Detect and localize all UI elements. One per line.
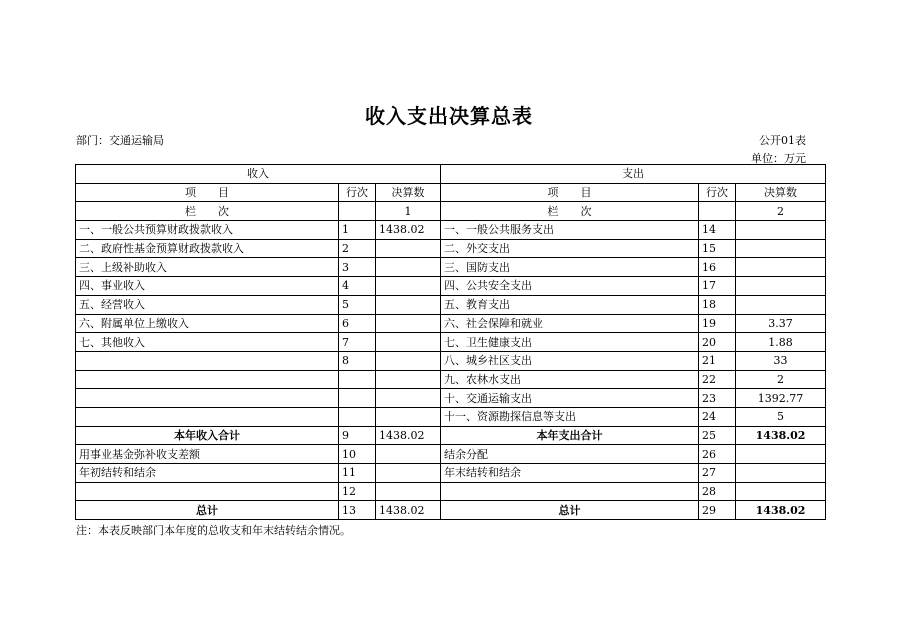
table-row [76, 239, 826, 258]
table-row [76, 221, 826, 240]
income-item: 七、其他收入 [76, 333, 339, 352]
expense-item: 七、卫生健康支出 [441, 333, 699, 352]
expense-amount [736, 221, 826, 240]
expense-extra-seq: 28 [699, 482, 736, 501]
expense-extra-item: 结余分配 [441, 445, 699, 464]
income-subtotal-amount: 1438.02 [376, 426, 441, 445]
table-row [76, 407, 826, 426]
expense-item: 十、交通运输支出 [441, 389, 699, 408]
income-total-label: 总计 [76, 501, 339, 520]
income-section-header: 收入 [76, 165, 441, 184]
income-extra-seq: 11 [339, 464, 376, 483]
income-amount: 1438.02 [376, 221, 441, 240]
table-row [76, 314, 826, 333]
income-amount [376, 314, 441, 333]
income-extra-amount [376, 445, 441, 464]
subtotal-row [76, 426, 826, 445]
income-item: 六、附属单位上缴收入 [76, 314, 339, 333]
income-seq: 6 [339, 314, 376, 333]
expense-amount: 1392.77 [736, 389, 826, 408]
income-seq [339, 407, 376, 426]
income-amount [376, 239, 441, 258]
expense-seq: 14 [699, 221, 736, 240]
expense-seq: 22 [699, 370, 736, 389]
expense-amount [736, 239, 826, 258]
income-amount [376, 333, 441, 352]
expense-seq: 17 [699, 277, 736, 296]
expense-section-header: 支出 [441, 165, 826, 184]
expense-subtotal-seq: 25 [699, 426, 736, 445]
table-row [76, 277, 826, 296]
expense-item: 六、社会保障和就业 [441, 314, 699, 333]
expense-amount-header: 决算数 [736, 183, 826, 202]
table-row [76, 482, 826, 501]
expense-amount: 1.88 [736, 333, 826, 352]
expense-amount: 2 [736, 370, 826, 389]
income-col-number: 1 [376, 202, 441, 221]
footnote: 注：本表反映部门本年度的总收支和年末结转结余情况。 [76, 524, 351, 537]
expense-seq-header: 行次 [699, 183, 736, 202]
income-item [76, 351, 339, 370]
table-row [76, 389, 826, 408]
column-header-row [76, 183, 826, 202]
income-item [76, 389, 339, 408]
expense-item: 八、城乡社区支出 [441, 351, 699, 370]
income-col-seq [339, 202, 376, 221]
income-seq: 8 [339, 351, 376, 370]
expense-col-label: 栏 次 [441, 202, 699, 221]
page-title: 收入支出决算总表 [365, 104, 533, 128]
income-seq: 5 [339, 295, 376, 314]
table-row [76, 333, 826, 352]
expense-seq: 21 [699, 351, 736, 370]
income-subtotal-label: 本年收入合计 [76, 426, 339, 445]
income-extra-item: 年初结转和结余 [76, 464, 339, 483]
expense-extra-amount [736, 445, 826, 464]
income-subtotal-seq: 9 [339, 426, 376, 445]
table-row [76, 258, 826, 277]
income-seq [339, 389, 376, 408]
expense-seq: 18 [699, 295, 736, 314]
expense-item: 四、公共安全支出 [441, 277, 699, 296]
expense-total-seq: 29 [699, 501, 736, 520]
income-total-seq: 13 [339, 501, 376, 520]
income-item [76, 370, 339, 389]
income-seq: 1 [339, 221, 376, 240]
table-row [76, 351, 826, 370]
income-extra-amount [376, 482, 441, 501]
income-amount [376, 277, 441, 296]
unit-label: 单位：万元 [751, 152, 806, 165]
income-amount [376, 351, 441, 370]
income-amount [376, 407, 441, 426]
expense-seq: 15 [699, 239, 736, 258]
expense-extra-item: 年末结转和结余 [441, 464, 699, 483]
expense-extra-seq: 27 [699, 464, 736, 483]
income-extra-seq: 10 [339, 445, 376, 464]
form-number: 公开01表 [759, 134, 806, 147]
expense-amount: 3.37 [736, 314, 826, 333]
expense-total-amount: 1438.02 [736, 501, 826, 520]
table-row [76, 464, 826, 483]
expense-extra-amount [736, 482, 826, 501]
income-amount-header: 决算数 [376, 183, 441, 202]
income-item: 三、上级补助收入 [76, 258, 339, 277]
expense-item: 十一、资源勘探信息等支出 [441, 407, 699, 426]
expense-subtotal-label: 本年支出合计 [441, 426, 699, 445]
income-seq: 4 [339, 277, 376, 296]
expense-amount: 5 [736, 407, 826, 426]
income-amount [376, 370, 441, 389]
budget-summary-table [75, 164, 826, 520]
income-seq: 2 [339, 239, 376, 258]
income-extra-amount [376, 464, 441, 483]
expense-extra-amount [736, 464, 826, 483]
expense-item: 一、一般公共服务支出 [441, 221, 699, 240]
expense-col-number: 2 [736, 202, 826, 221]
income-amount [376, 389, 441, 408]
department-label: 部门：交通运输局 [76, 134, 164, 147]
expense-seq: 24 [699, 407, 736, 426]
income-item-header: 项 目 [76, 183, 339, 202]
income-item: 二、政府性基金预算财政拨款收入 [76, 239, 339, 258]
expense-extra-item [441, 482, 699, 501]
income-item: 四、事业收入 [76, 277, 339, 296]
income-seq [339, 370, 376, 389]
income-extra-item [76, 482, 339, 501]
expense-col-seq [699, 202, 736, 221]
table-row [76, 295, 826, 314]
income-item: 一、一般公共预算财政拨款收入 [76, 221, 339, 240]
table-row [76, 370, 826, 389]
income-seq-header: 行次 [339, 183, 376, 202]
expense-total-label: 总计 [441, 501, 699, 520]
expense-item: 二、外交支出 [441, 239, 699, 258]
expense-amount: 33 [736, 351, 826, 370]
expense-extra-seq: 26 [699, 445, 736, 464]
income-seq: 7 [339, 333, 376, 352]
expense-item-header: 项 目 [441, 183, 699, 202]
income-col-label: 栏 次 [76, 202, 339, 221]
column-index-row [76, 202, 826, 221]
expense-seq: 20 [699, 333, 736, 352]
expense-seq: 23 [699, 389, 736, 408]
income-amount [376, 258, 441, 277]
total-row [76, 501, 826, 520]
income-extra-item: 用事业基金弥补收支差额 [76, 445, 339, 464]
income-extra-seq: 12 [339, 482, 376, 501]
income-item [76, 407, 339, 426]
expense-subtotal-amount: 1438.02 [736, 426, 826, 445]
income-amount [376, 295, 441, 314]
section-header-row [76, 165, 826, 184]
expense-amount [736, 258, 826, 277]
income-item: 五、经营收入 [76, 295, 339, 314]
expense-seq: 16 [699, 258, 736, 277]
expense-amount [736, 277, 826, 296]
income-seq: 3 [339, 258, 376, 277]
expense-seq: 19 [699, 314, 736, 333]
expense-item: 五、教育支出 [441, 295, 699, 314]
expense-item: 三、国防支出 [441, 258, 699, 277]
income-total-amount: 1438.02 [376, 501, 441, 520]
table-row [76, 445, 826, 464]
expense-amount [736, 295, 826, 314]
expense-item: 九、农林水支出 [441, 370, 699, 389]
